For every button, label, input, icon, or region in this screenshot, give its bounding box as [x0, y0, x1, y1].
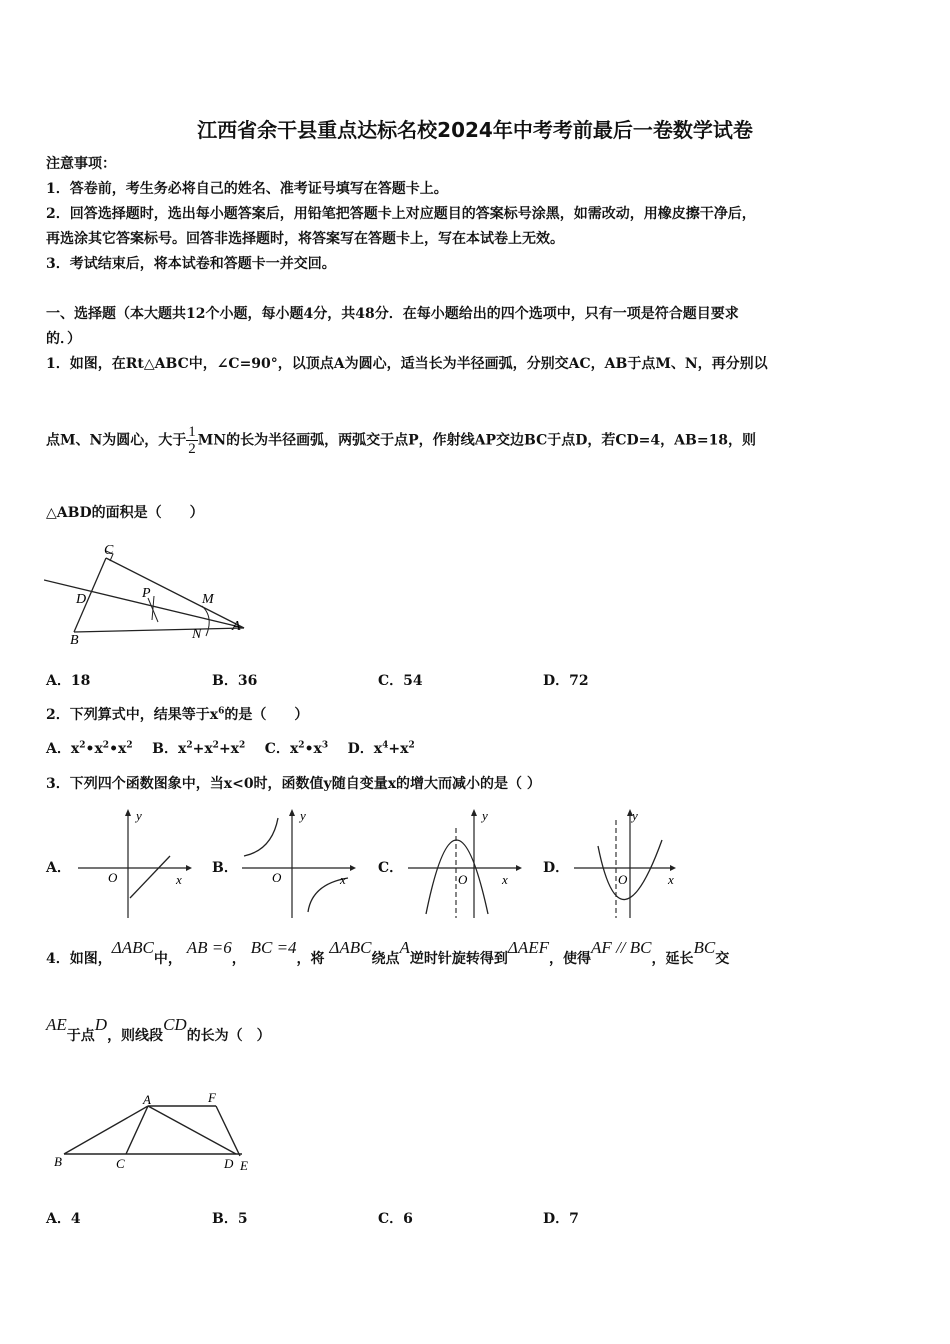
axis-x-label: x — [668, 872, 674, 887]
segment-ba — [74, 628, 244, 632]
label-d: D — [224, 1156, 234, 1171]
notice-item: 1．答卷前，考生务必将自己的姓名、准考证号填写在答题卡上。 — [46, 181, 448, 197]
frac-denominator: 2 — [188, 441, 196, 457]
q4-stem-line2 — [46, 1015, 271, 1045]
graph-line — [130, 856, 170, 898]
q3-graph-c — [404, 806, 526, 922]
fraction-half — [186, 424, 198, 457]
exponent: 2 — [186, 740, 193, 751]
q1-option-d: D．72 — [543, 673, 589, 689]
q4-text: ，延长 — [651, 951, 694, 967]
math: ΔABC — [329, 938, 372, 957]
q1-stem-line2 — [46, 424, 756, 457]
q4-figure — [50, 1088, 262, 1178]
q4-text: ，则线段 — [107, 1028, 164, 1044]
q3-graph-a — [74, 806, 194, 922]
q4-text: ，将 — [296, 951, 325, 967]
exponent: 2 — [212, 740, 219, 751]
label-m: M — [202, 592, 214, 607]
term: •x — [85, 741, 103, 757]
axis-x-label: x — [502, 872, 508, 887]
q1-stem-line1: 1．如图，在Rt△ABC中，∠C=90°，以顶点A为圆心，适当长为半径画弧，分别交AC，AB于点M、N，再分别以 — [46, 356, 768, 372]
exponent: 2 — [102, 740, 110, 751]
arrow-icon — [670, 865, 676, 871]
axis-x-label: x — [340, 872, 346, 887]
exponent: 2 — [239, 740, 246, 751]
axis-y-label: y — [482, 808, 488, 823]
arrow-icon — [350, 865, 356, 871]
axis-x-label: x — [176, 872, 182, 887]
term: x — [70, 741, 80, 757]
arrow-icon — [471, 809, 477, 816]
segment-ac — [126, 1106, 148, 1154]
exponent: 2 — [79, 740, 86, 751]
q4-text: 交 — [715, 951, 730, 967]
q1-text: 点M、N为圆心，大于 — [46, 432, 187, 449]
q4-option-a: A．4 — [46, 1211, 81, 1227]
notice-item: 3．考试结束后，将本试卷和答题卡一并交回。 — [46, 256, 336, 272]
term: x — [373, 741, 383, 757]
parabola — [426, 840, 488, 914]
q4-text: 绕点 — [371, 951, 400, 967]
q4-option-d: D．7 — [543, 1211, 579, 1227]
q1-option-a: A．18 — [46, 673, 91, 689]
q3-option-b-label: B． — [212, 860, 238, 876]
origin-label: O — [618, 872, 628, 887]
q3-stem: 3．下列四个函数图象中，当x<0时，函数值y随自变量x的增大而减小的是（ ） — [46, 776, 541, 792]
option-letter: A． — [46, 741, 71, 757]
q2-option-c — [265, 741, 328, 757]
q1-figure — [44, 540, 250, 646]
math: AB =6 — [186, 938, 232, 957]
frac-numerator: 1 — [188, 424, 196, 440]
arrow-icon — [125, 809, 131, 816]
term: x — [177, 741, 187, 757]
math: BC =4 — [250, 938, 297, 957]
exponent: 2 — [298, 740, 305, 751]
segment-ae — [148, 1106, 236, 1154]
q2-option-d — [348, 741, 415, 757]
q3-graph-d — [570, 806, 690, 922]
q2-option-a — [46, 741, 133, 757]
q4-text: 中， — [153, 951, 182, 967]
q1-option-c: C．54 — [378, 673, 423, 689]
arrow-icon — [289, 809, 295, 816]
label-e: E — [240, 1158, 248, 1173]
q1-option-b: B．36 — [212, 673, 258, 689]
math: AF // BC — [591, 938, 652, 957]
exponent: 2 — [408, 740, 415, 751]
term: •x — [304, 741, 322, 757]
q1-text: MN的长为半径画弧，两弧交于点P，作射线AP交边BC于点D，若CD=4，AB=18，则 — [197, 432, 757, 449]
label-b: B — [70, 633, 79, 646]
arrow-icon — [516, 865, 522, 871]
q3-option-a-label: A． — [46, 860, 71, 876]
math: BC — [693, 938, 716, 957]
option-letter: B． — [152, 741, 178, 757]
section-heading: 一、选择题（本大题共12个小题，每小题4分，共48分．在每小题给出的四个选项中，只有一项是符合题目要求 — [46, 306, 739, 322]
label-c: C — [104, 543, 114, 558]
option-letter: C． — [264, 741, 290, 757]
q3-option-d-label: D． — [543, 860, 570, 876]
origin-label: O — [458, 872, 468, 887]
segment-ba — [64, 1106, 148, 1154]
arrow-icon — [186, 865, 192, 871]
label-a: A — [232, 619, 241, 634]
q4-text: ， — [231, 951, 246, 967]
label-n: N — [192, 627, 202, 642]
axis-y-label: y — [632, 808, 638, 823]
q2-stem — [46, 704, 308, 724]
q3-graph-b — [238, 806, 360, 922]
term: +x — [218, 741, 240, 757]
q4-stem-line1 — [46, 938, 730, 968]
math: D — [94, 1015, 108, 1034]
q4-text: 逆时针旋转得到 — [409, 951, 508, 967]
notice-item: 2．回答选择题时，选出每小题答案后，用铅笔把答题卡上对应题目的答案标号涂黑，如需改动，用橡皮擦干净后， — [46, 206, 756, 222]
term: +x — [388, 741, 409, 757]
section-heading-cont: 的．） — [46, 331, 81, 347]
origin-label: O — [272, 870, 282, 885]
axis-y-label: y — [136, 808, 142, 823]
q3-option-c-label: C． — [378, 860, 404, 876]
page-title: 江西省余干县重点达标名校2024年中考考前最后一卷数学试卷 — [197, 118, 753, 142]
q2-options — [46, 738, 415, 758]
exponent: 2 — [126, 740, 133, 751]
exponent: 3 — [321, 740, 329, 751]
q4-text: 于点 — [66, 1028, 95, 1044]
exponent: 6 — [218, 706, 225, 717]
label-f: F — [208, 1090, 216, 1105]
label-p: P — [142, 586, 151, 601]
notice-heading: 注意事项： — [46, 156, 116, 172]
hyperbola-branch — [244, 818, 278, 856]
term: x — [289, 741, 299, 757]
label-d: D — [76, 592, 87, 607]
math: A — [399, 938, 410, 957]
q4-text: 的长为（ ） — [186, 1028, 271, 1044]
q2-text: 2．下列算式中，结果等于x — [46, 707, 219, 723]
math: AE — [46, 1015, 67, 1034]
axis-y-label: y — [300, 808, 306, 823]
math: ΔABC — [111, 938, 154, 957]
label-c: C — [116, 1156, 125, 1171]
segment-ac — [106, 558, 244, 628]
q4-text: ，使得 — [549, 951, 592, 967]
option-letter: D． — [347, 741, 374, 757]
exponent: 4 — [382, 740, 389, 751]
label-b: B — [54, 1154, 62, 1169]
origin-label: O — [108, 870, 118, 885]
math: CD — [163, 1015, 187, 1034]
q4-option-b: B．5 — [212, 1211, 248, 1227]
q2-text: 的是（ ） — [224, 707, 309, 723]
notice-item: 再选涂其它答案标号。回答非选择题时，将答案写在答题卡上，写在本试卷上无效。 — [46, 231, 564, 247]
label-a: A — [143, 1092, 151, 1107]
q4-option-c: C．6 — [378, 1211, 413, 1227]
term: •x — [109, 741, 127, 757]
q1-stem-line3: △ABD的面积是（ ） — [46, 505, 204, 521]
q4-text: 4．如图， — [46, 951, 112, 967]
math: ΔAEF — [507, 938, 550, 957]
segment-fe — [216, 1106, 240, 1156]
q2-option-b — [152, 741, 245, 757]
term: +x — [192, 741, 213, 757]
